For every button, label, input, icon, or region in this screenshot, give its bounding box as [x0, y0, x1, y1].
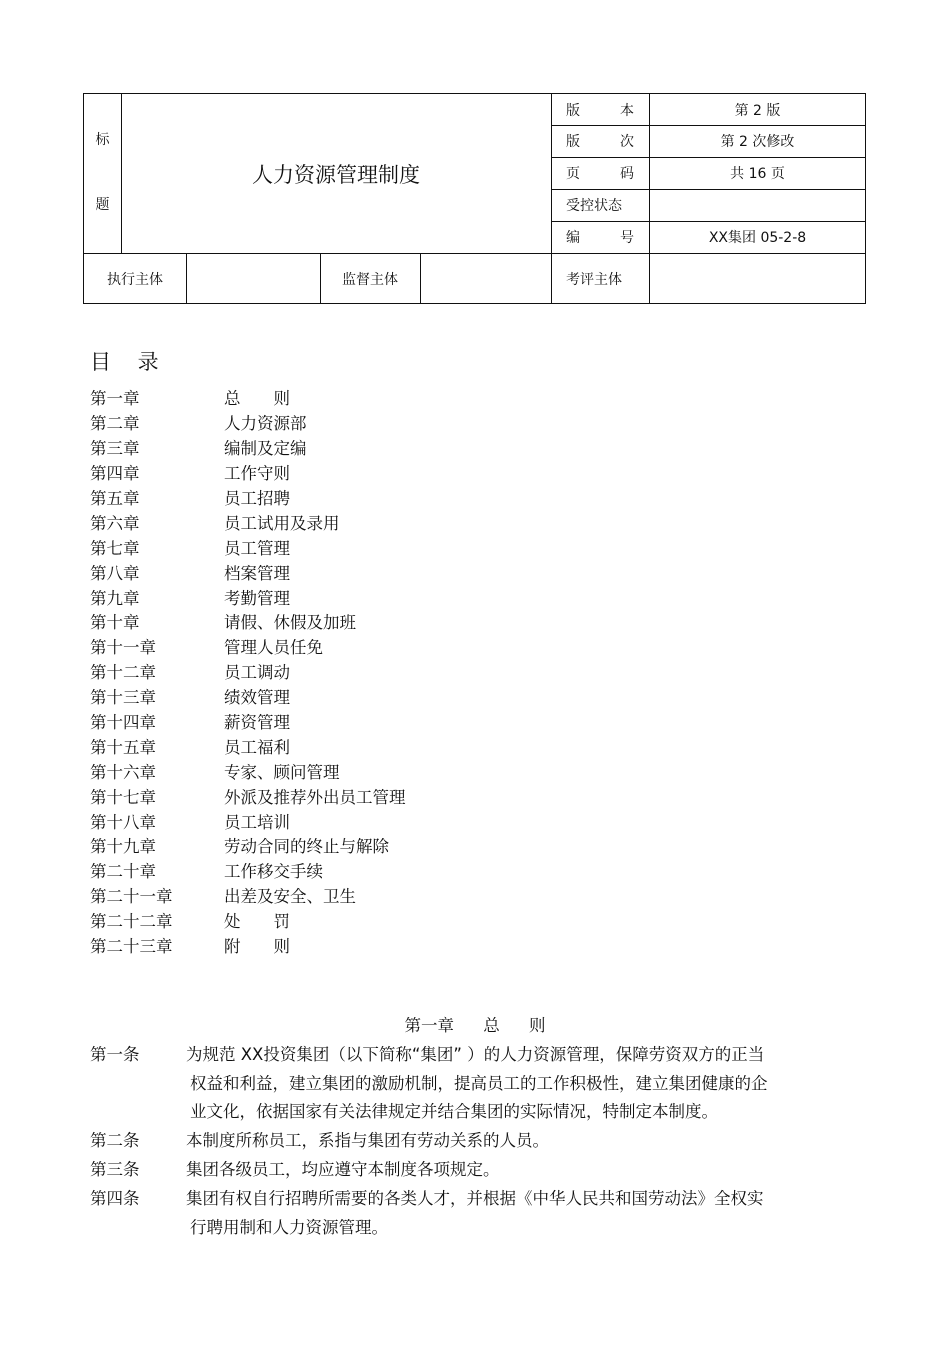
toc-item-title: 工作移交手续	[224, 862, 323, 882]
toc-item	[90, 584, 406, 609]
toc-item-number: 第二十二章	[90, 912, 173, 932]
toc-item-number: 第七章	[90, 538, 140, 558]
meta-label-part: 编	[566, 230, 580, 246]
toc-item-title: 考勤管理	[224, 588, 290, 608]
chapter-heading-word: 则	[529, 1016, 546, 1035]
toc-item-number: 第九章	[90, 588, 140, 608]
supervise-value	[420, 253, 551, 304]
meta-value-control-status	[649, 189, 866, 221]
toc-item-title: 员工福利	[224, 737, 290, 757]
chapter-heading	[0, 1012, 950, 1036]
toc-item	[90, 709, 406, 734]
meta-label-part: 次	[620, 134, 634, 150]
toc-item-number: 第十八章	[90, 812, 156, 832]
toc-item-title: 工作守则	[224, 464, 290, 484]
meta-label-part: 版	[566, 134, 580, 150]
toc-item	[90, 758, 406, 783]
toc-item-number: 第四章	[90, 464, 140, 484]
toc-item-title: 劳动合同的终止与解除	[224, 837, 389, 857]
article-4	[90, 1185, 764, 1242]
article-label: 第三条	[90, 1160, 140, 1179]
toc-item	[90, 509, 406, 534]
toc-item	[90, 609, 406, 634]
article-3	[90, 1156, 500, 1185]
toc-item-title: 人力资源部	[224, 414, 307, 434]
toc-item-number: 第十七章	[90, 787, 156, 807]
toc-item	[90, 858, 406, 883]
side-label-top: 标	[95, 132, 110, 148]
article-line: 本制度所称员工，系指与集团有劳动关系的人员。	[186, 1131, 549, 1150]
document-title: 人力资源管理制度	[252, 162, 420, 187]
toc-item	[90, 634, 406, 659]
toc-item-number: 第十九章	[90, 837, 156, 857]
meta-value-number: XX集团 05-2-8	[708, 230, 807, 246]
toc-item-number: 第十五章	[90, 737, 156, 757]
toc-item-number: 第六章	[90, 513, 140, 533]
toc-item	[90, 659, 406, 684]
toc-item	[90, 733, 406, 758]
toc-item	[90, 410, 406, 435]
toc-item	[90, 559, 406, 584]
meta-label-part: 号	[620, 230, 634, 246]
article-2	[90, 1127, 549, 1156]
article-label: 第四条	[90, 1189, 140, 1208]
meta-value-edition: 第 2 版	[734, 102, 781, 119]
toc-item	[90, 460, 406, 485]
toc-item-title: 员工培训	[224, 812, 290, 832]
toc-item-title: 绩效管理	[224, 688, 290, 708]
toc-item	[90, 933, 406, 958]
eval-label: 考评主体	[566, 271, 622, 288]
toc-item	[90, 435, 406, 460]
meta-value-pages: 共 16 页	[730, 166, 785, 182]
toc-list	[90, 385, 406, 957]
meta-label-edition	[551, 94, 649, 125]
toc-item-number: 第二十三章	[90, 937, 173, 957]
toc-item-title: 员工招聘	[224, 489, 290, 508]
toc-item-title: 出差及安全、卫生	[224, 887, 356, 907]
meta-label-part: 页	[566, 166, 580, 182]
toc-item	[90, 908, 406, 933]
toc-item-number: 第十四章	[90, 713, 156, 733]
toc-item-number: 第一章	[90, 389, 140, 409]
toc-item	[90, 534, 406, 559]
chapter-heading-number: 第一章	[404, 1016, 454, 1035]
toc-item-title: 档案管理	[224, 563, 290, 583]
meta-label-revision	[551, 125, 649, 157]
toc-heading: 目 录	[90, 350, 169, 374]
article-1	[90, 1041, 768, 1127]
toc-item	[90, 385, 406, 410]
article-line: 集团各级员工，均应遵守本制度各项规定。	[186, 1160, 500, 1179]
article-line: 行聘用制和人力资源管理。	[190, 1217, 388, 1237]
article-line: 集团有权自行招聘所需要的各类人才，并根据《中华人民共和国劳动法》全权实	[186, 1189, 764, 1208]
document-header-table	[83, 93, 866, 304]
toc-item-number: 第十三章	[90, 688, 156, 708]
eval-value	[649, 253, 866, 304]
toc-item-number: 第十六章	[90, 762, 156, 782]
meta-label-part: 码	[620, 166, 634, 182]
toc-item-number: 第二十章	[90, 862, 156, 882]
supervise-label: 监督主体	[342, 271, 398, 288]
toc-item-number: 第三章	[90, 439, 140, 459]
toc-item-title: 专家、顾问管理	[224, 762, 340, 782]
toc-item-title: 员工试用及录用	[224, 513, 340, 533]
toc-item-title: 请假、休假及加班	[224, 613, 356, 633]
toc-item	[90, 485, 406, 510]
toc-item-title: 员工调动	[224, 663, 290, 683]
exec-label: 执行主体	[107, 271, 163, 288]
toc-item-title: 总 则	[224, 389, 290, 409]
toc-item-title: 处 罚	[224, 912, 290, 932]
chapter-heading-word: 总	[483, 1016, 500, 1035]
article-line: 业文化，依据国家有关法律规定并结合集团的实际情况，特制定本制度。	[190, 1102, 718, 1121]
toc-item-title: 薪资管理	[224, 713, 290, 733]
toc-item	[90, 684, 406, 709]
toc-item-number: 第五章	[90, 489, 140, 508]
toc-item-title: 管理人员任免	[224, 638, 323, 658]
toc-item-number: 第二章	[90, 414, 140, 434]
toc-item-number: 第十一章	[90, 638, 156, 658]
article-label: 第一条	[90, 1045, 140, 1064]
article-line: 权益和利益，建立集团的激励机制，提高员工的工作积极性，建立集团健康的企	[190, 1073, 768, 1093]
article-label: 第二条	[90, 1131, 140, 1150]
meta-label-number	[551, 221, 649, 253]
toc-item-number: 第十章	[90, 613, 140, 633]
article-line: 为规范 XX投资集团（以下简称“集团” ）的人力资源管理，保障劳资双方的正当	[186, 1045, 765, 1064]
meta-label-part: 版	[566, 102, 580, 119]
meta-label-part: 本	[620, 102, 634, 119]
toc-item	[90, 783, 406, 808]
meta-label-control-status: 受控状态	[566, 198, 622, 214]
toc-item-title: 附 则	[224, 937, 290, 957]
side-label-bottom: 题	[95, 197, 110, 213]
toc-item	[90, 833, 406, 858]
toc-item	[90, 808, 406, 833]
toc-item	[90, 883, 406, 908]
meta-label-pages	[551, 157, 649, 189]
meta-value-revision: 第 2 次修改	[720, 134, 795, 150]
exec-value	[186, 253, 320, 304]
toc-item-number: 第十二章	[90, 663, 156, 683]
toc-item-title: 员工管理	[224, 538, 290, 558]
toc-item-number: 第八章	[90, 563, 140, 583]
toc-item-title: 外派及推荐外出员工管理	[224, 787, 406, 807]
toc-item-number: 第二十一章	[90, 887, 173, 907]
toc-item-title: 编制及定编	[224, 439, 307, 459]
